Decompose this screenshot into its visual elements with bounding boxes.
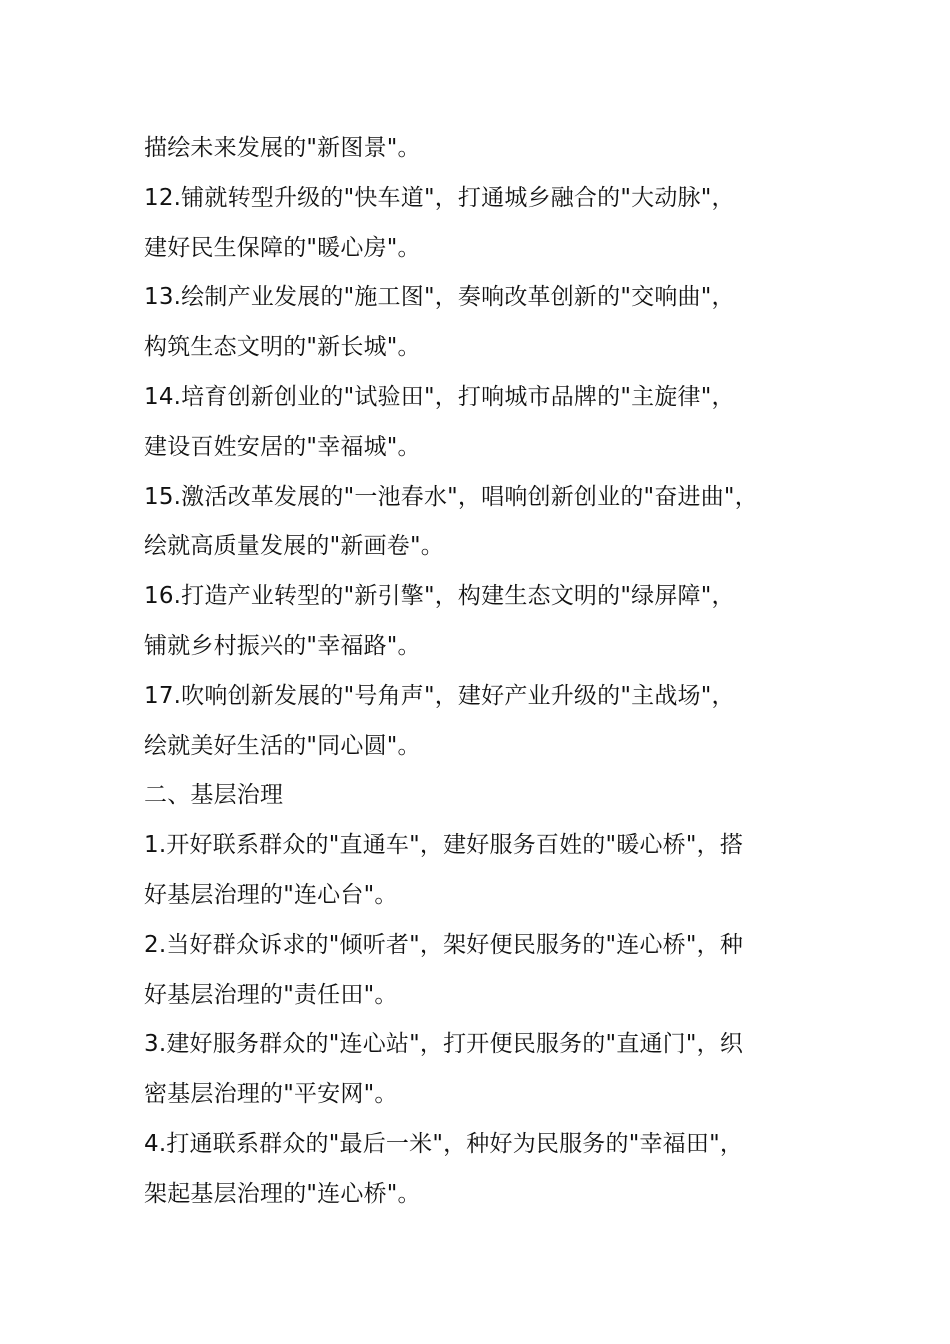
text-line: 2.当好群众诉求的"倾听者"，架好便民服务的"连心桥"，种 — [144, 931, 744, 958]
text-line: 铺就乡村振兴的"幸福路"。 — [144, 632, 421, 659]
document-body — [144, 124, 844, 1220]
text-line: 16.打造产业转型的"新引擎"，构建生态文明的"绿屏障"， — [144, 583, 735, 610]
text-line: 架起基层治理的"连心桥"。 — [144, 1180, 421, 1207]
text-line: 密基层治理的"平安网"。 — [144, 1081, 398, 1108]
text-line: 3.建好服务群众的"连心站"，打开便民服务的"直通门"，织 — [144, 1031, 744, 1058]
text-line: 15.激活改革发展的"一池春水"，唱响创新创业的"奋进曲"， — [144, 483, 758, 510]
text-line: 1.开好联系群众的"直通车"，建好服务百姓的"暖心桥"，搭 — [144, 832, 744, 859]
section-heading: 二、基层治理 — [144, 782, 284, 809]
text-line: 建好民生保障的"暖心房"。 — [144, 234, 421, 261]
text-line: 绘就美好生活的"同心圆"。 — [144, 732, 421, 759]
text-line: 好基层治理的"责任田"。 — [144, 981, 398, 1008]
text-line: 好基层治理的"连心台"。 — [144, 881, 398, 908]
text-line: 4.打通联系群众的"最后一米"，种好为民服务的"幸福田"， — [144, 1130, 744, 1157]
text-line: 13.绘制产业发展的"施工图"，奏响改革创新的"交响曲"， — [144, 284, 735, 311]
text-line: 构筑生态文明的"新长城"。 — [144, 334, 421, 361]
text-line: 建设百姓安居的"幸福城"。 — [144, 433, 421, 460]
text-line: 描绘未来发展的"新图景"。 — [144, 135, 421, 161]
text-line: 绘就高质量发展的"新画卷"。 — [144, 533, 444, 560]
text-line: 14.培育创新创业的"试验田"，打响城市品牌的"主旋律"， — [144, 383, 735, 410]
text-line: 17.吹响创新发展的"号角声"，建好产业升级的"主战场"， — [144, 682, 735, 709]
text-line: 12.铺就转型升级的"快车道"，打通城乡融合的"大动脉"， — [144, 184, 735, 211]
